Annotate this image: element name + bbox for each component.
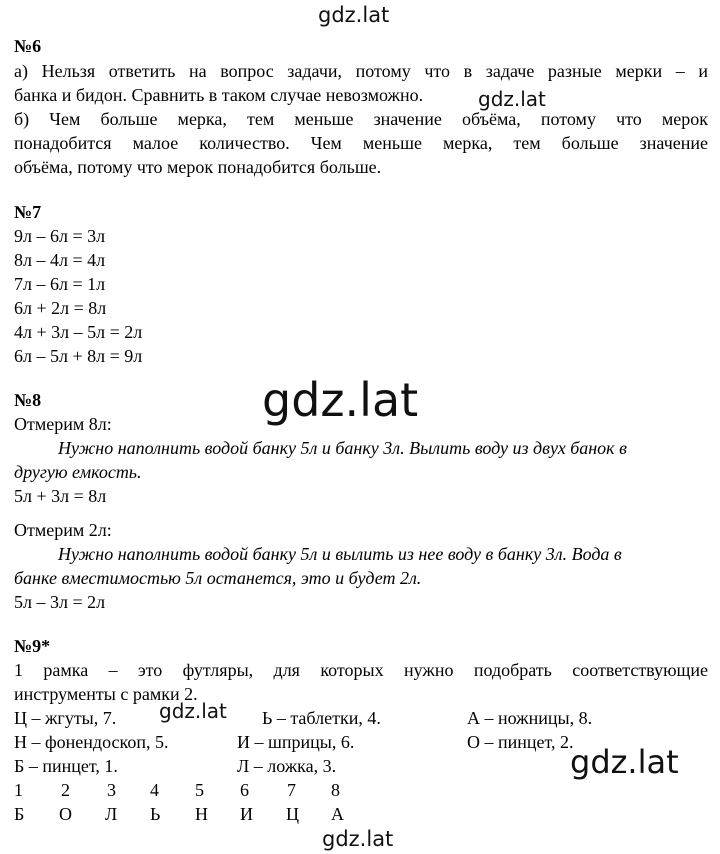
answer-number: 1 <box>14 780 23 800</box>
pair-item: Л – ложка, 3. <box>237 756 337 776</box>
answer-number: 3 <box>107 780 116 800</box>
pair-item: Н – фонендоскоп, 5. <box>14 732 169 752</box>
section8-measure2-text2: банке вместимостью 5л останется, это и будет 2л. <box>14 568 422 588</box>
section8-measure1-equation: 5л + 3л = 8л <box>14 486 107 506</box>
section8-heading: №8 <box>14 390 42 410</box>
answer-letter: Ь <box>150 804 161 824</box>
section6-a-line2: банка и бидон. Сравнить в таком случае невозможно. <box>14 85 424 105</box>
answer-letter: И <box>240 804 253 824</box>
pair-item: Ц – жгуты, 7. <box>14 708 117 728</box>
pair-item: Б – пинцет, 1. <box>14 756 118 776</box>
section8-measure2-equation: 5л – 3л = 2л <box>14 592 106 612</box>
section8-measure1: Отмерим 8л: <box>14 414 112 434</box>
answer-letter: О <box>59 804 72 824</box>
answer-letter: А <box>331 804 344 824</box>
answer-number: 2 <box>61 780 70 800</box>
watermark-row: gdz.lat <box>159 699 227 723</box>
section7-equation: 9л – 6л = 3л <box>14 226 106 246</box>
section6-b-line3: объёма, потому что мерок понадобится больше. <box>14 157 382 177</box>
section7-equation: 7л – 6л = 1л <box>14 274 106 294</box>
watermark-bottom: gdz.lat <box>322 827 394 851</box>
watermark-right: gdz.lat <box>570 743 679 781</box>
section6-b-line1: б) Чем больше мерка, тем меньше значение объёма, потому что мерок <box>14 109 708 129</box>
section7-heading: №7 <box>14 202 42 222</box>
watermark-top: gdz.lat <box>318 3 390 27</box>
pair-item: Ь – таблетки, 4. <box>262 708 381 728</box>
section7-equation: 6л – 5л + 8л = 9л <box>14 346 143 366</box>
answer-number: 7 <box>287 780 296 800</box>
answer-letter: Ц <box>286 804 299 824</box>
watermark-large: gdz.lat <box>262 373 419 427</box>
section6-a-line1: а) Нельзя ответить на вопрос задачи, потому что в задаче разные мерки – и <box>14 61 708 81</box>
answer-letter: Б <box>14 804 25 824</box>
pair-item: И – шприцы, 6. <box>237 732 355 752</box>
answer-letter: Н <box>195 804 208 824</box>
answer-number: 5 <box>195 780 204 800</box>
section6-b-line2: понадобится малое количество. Чем меньше мерка, тем больше значение <box>14 133 708 153</box>
pair-item: О – пинцет, 2. <box>467 732 574 752</box>
answer-number: 8 <box>331 780 340 800</box>
answer-number: 4 <box>150 780 159 800</box>
section9-paragraph-line2: инструменты с рамки 2. <box>14 684 198 704</box>
section9-heading: №9* <box>14 636 51 656</box>
section6-heading: №6 <box>14 36 42 56</box>
answer-number: 6 <box>240 780 249 800</box>
section8-measure2: Отмерим 2л: <box>14 520 112 540</box>
watermark-inline: gdz.lat <box>478 87 546 111</box>
section7-equation: 6л + 2л = 8л <box>14 298 107 318</box>
section9-paragraph-line1: 1 рамка – это футляры, для которых нужно подобрать соответствующие <box>14 660 708 680</box>
section8-measure1-text2: другую емкость. <box>14 462 142 482</box>
section8-measure2-text1: Нужно наполнить водой банку 5л и вылить из нее воду в банку 3л. Вода в <box>58 544 622 564</box>
pair-item: А – ножницы, 8. <box>467 708 593 728</box>
section7-equation: 8л – 4л = 4л <box>14 250 106 270</box>
section7-equation: 4л + 3л – 5л = 2л <box>14 322 143 342</box>
answer-letter: Л <box>105 804 118 824</box>
section8-measure1-text1: Нужно наполнить водой банку 5л и банку 3л. Вылить воду из двух банок в <box>58 438 627 458</box>
